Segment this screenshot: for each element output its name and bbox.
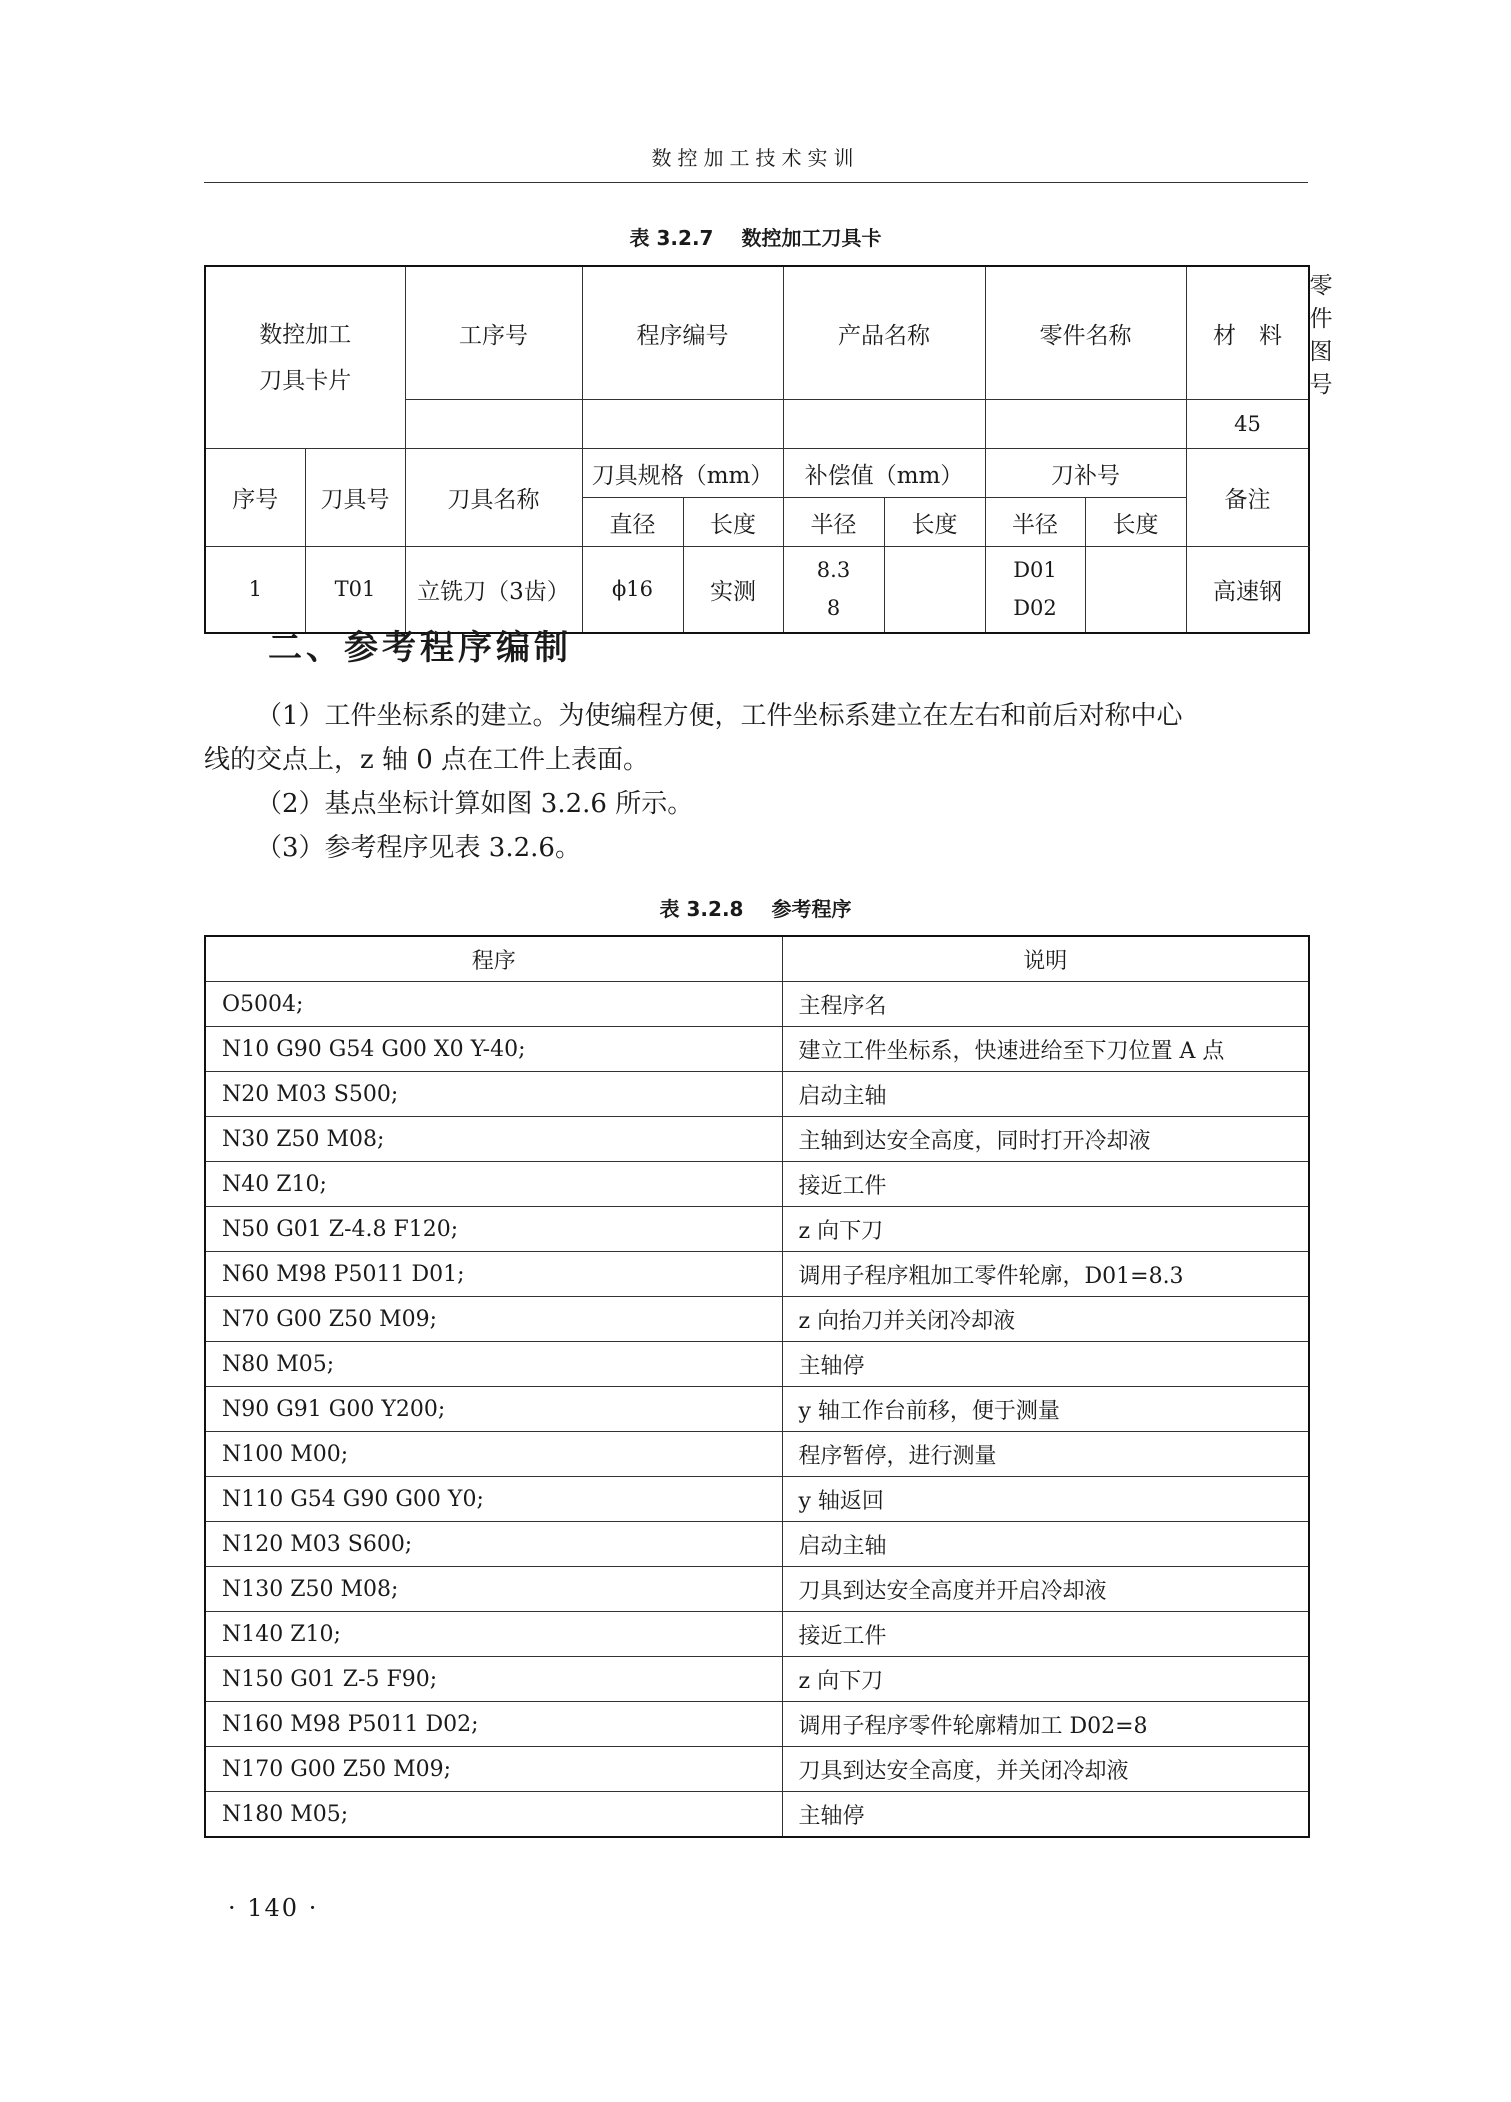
- section-title: 二、参考程序编制: [268, 628, 572, 668]
- col-header-spec: 刀具规格（mm）: [582, 449, 783, 498]
- table-row: [205, 1522, 1309, 1567]
- program-desc-cell: 刀具到达安全高度，并关闭冷却液: [782, 1747, 1309, 1792]
- table-row: [205, 1117, 1309, 1162]
- program-desc-cell: 主轴停: [782, 1342, 1309, 1387]
- table1-caption-number: 表 3.2.7: [629, 226, 714, 250]
- row-no-radius-1: D01: [1013, 558, 1057, 583]
- info-value-material: 45: [1186, 400, 1309, 449]
- program-desc-cell: 接近工件: [782, 1612, 1309, 1657]
- table-row: [205, 1567, 1309, 1612]
- program-table: [204, 935, 1310, 1838]
- tool-card-table: 数控加工 刀具卡片 工序号 程序编号 产品名称 零件名称 材 料 零件图号 45 序号 刀具号 刀具名称 刀具规格（mm） 补偿值（mm） 刀补号 备注 直径 长度 半径 长度 半径 长度 1 T01 立铣刀（3齿） ϕ16 实测 8.3 8 D01 D02 高速钢: [204, 265, 1310, 634]
- col-header-comp: 补偿值（mm）: [783, 449, 985, 498]
- info-header-material: 材 料: [1186, 266, 1309, 400]
- table-row: [205, 1027, 1309, 1072]
- row-length: 实测: [683, 547, 783, 633]
- table-row: [205, 1252, 1309, 1297]
- program-code-cell: N150 G01 Z-5 F90;: [205, 1657, 782, 1702]
- program-desc-cell: 接近工件: [782, 1162, 1309, 1207]
- paragraph-1-line1: （1）工件坐标系的建立。为使编程方便，工件坐标系建立在左右和前后对称中心: [256, 701, 1183, 731]
- program-desc-cell: z 向下刀: [782, 1657, 1309, 1702]
- card-title-line2: 刀具卡片: [259, 367, 352, 394]
- program-desc-cell: z 向抬刀并关闭冷却液: [782, 1297, 1309, 1342]
- program-code-cell: N20 M03 S500;: [205, 1072, 782, 1117]
- program-header-code: 程序: [205, 936, 782, 982]
- info-header-process-no: 工序号: [405, 266, 582, 400]
- program-desc-cell: 调用子程序零件轮廓精加工 D02=8: [782, 1702, 1309, 1747]
- row-no-radius-2: D02: [1013, 596, 1057, 621]
- program-code-cell: N180 M05;: [205, 1792, 782, 1838]
- table-row: [205, 1657, 1309, 1702]
- col-header-no-length: 长度: [1085, 498, 1186, 547]
- program-desc-cell: z 向下刀: [782, 1207, 1309, 1252]
- table1-caption-title: 数控加工刀具卡: [741, 226, 882, 250]
- table-row: [205, 1702, 1309, 1747]
- program-code-cell: N110 G54 G90 G00 Y0;: [205, 1477, 782, 1522]
- row-radius-1: 8.3: [816, 558, 851, 583]
- table-row: [205, 982, 1309, 1027]
- row-remark: 高速钢: [1186, 547, 1309, 633]
- row-tool-name: 立铣刀（3齿）: [405, 547, 582, 633]
- table2-caption-title: 参考程序: [771, 897, 852, 921]
- program-desc-cell: y 轴返回: [782, 1477, 1309, 1522]
- program-code-cell: N80 M05;: [205, 1342, 782, 1387]
- col-header-no-radius: 半径: [985, 498, 1085, 547]
- row-diameter: ϕ16: [582, 547, 683, 633]
- table-row: [205, 1792, 1309, 1838]
- program-code-cell: N120 M03 S600;: [205, 1522, 782, 1567]
- program-desc-cell: 刀具到达安全高度并开启冷却液: [782, 1567, 1309, 1612]
- info-header-program-no: 程序编号: [582, 266, 783, 400]
- program-code-cell: N40 Z10;: [205, 1162, 782, 1207]
- table-row: [205, 1342, 1309, 1387]
- program-header-desc: 说明: [782, 936, 1309, 982]
- program-code-cell: N160 M98 P5011 D02;: [205, 1702, 782, 1747]
- col-header-tool-name: 刀具名称: [405, 449, 582, 547]
- program-desc-cell: 调用子程序粗加工零件轮廓，D01=8.3: [782, 1252, 1309, 1297]
- header-rule: [204, 182, 1308, 183]
- page-number: · 140 ·: [228, 1894, 319, 1922]
- program-code-cell: N30 Z50 M08;: [205, 1117, 782, 1162]
- program-code-cell: N170 G00 Z50 M09;: [205, 1747, 782, 1792]
- program-desc-cell: y 轴工作台前移，便于测量: [782, 1387, 1309, 1432]
- program-code-cell: N60 M98 P5011 D01;: [205, 1252, 782, 1297]
- program-desc-cell: 主程序名: [782, 982, 1309, 1027]
- program-code-cell: N90 G91 G00 Y200;: [205, 1387, 782, 1432]
- row-no-radius-cell: [985, 547, 1085, 633]
- paragraph-2: （2）基点坐标计算如图 3.2.6 所示。: [256, 789, 694, 819]
- program-code-cell: N10 G90 G54 G00 X0 Y-40;: [205, 1027, 782, 1072]
- table-row: [205, 1207, 1309, 1252]
- program-code-cell: N70 G00 Z50 M09;: [205, 1297, 782, 1342]
- col-header-tool-no: 刀具号: [305, 449, 405, 547]
- col-header-length: 长度: [683, 498, 783, 547]
- row-tool-no: T01: [305, 547, 405, 633]
- col-header-radius: 半径: [783, 498, 884, 547]
- col-header-comp-length: 长度: [884, 498, 985, 547]
- table1-caption: [0, 222, 1511, 251]
- program-desc-cell: 启动主轴: [782, 1522, 1309, 1567]
- program-desc-cell: 建立工件坐标系，快速进给至下刀位置 A 点: [782, 1027, 1309, 1072]
- program-code-cell: N140 Z10;: [205, 1612, 782, 1657]
- col-header-comp-no: 刀补号: [985, 449, 1186, 498]
- table-row: [205, 1432, 1309, 1477]
- info-header-part-name: 零件名称: [985, 266, 1186, 400]
- row-index: 1: [205, 547, 305, 633]
- table2-caption-number: 表 3.2.8: [659, 897, 744, 921]
- paragraph-1-line2: 线的交点上，z 轴 0 点在工件上表面。: [204, 745, 650, 775]
- col-header-index: 序号: [205, 449, 305, 547]
- table-row: [205, 1612, 1309, 1657]
- card-title-line1: 数控加工: [259, 321, 352, 348]
- program-code-cell: O5004;: [205, 982, 782, 1027]
- program-desc-cell: 主轴停: [782, 1792, 1309, 1838]
- col-header-remark: 备注: [1186, 449, 1309, 547]
- program-desc-cell: 启动主轴: [782, 1072, 1309, 1117]
- table-row: [205, 1297, 1309, 1342]
- program-code-cell: N50 G01 Z-4.8 F120;: [205, 1207, 782, 1252]
- paragraph-3: （3）参考程序见表 3.2.6。: [256, 833, 581, 863]
- row-comp-length: [884, 547, 985, 633]
- info-value-process-no: [405, 400, 582, 449]
- info-header-product-name: 产品名称: [783, 266, 985, 400]
- table-row: [205, 1477, 1309, 1522]
- program-desc-cell: 程序暂停，进行测量: [782, 1432, 1309, 1477]
- row-radius-2: 8: [826, 596, 841, 621]
- row-no-length: [1085, 547, 1186, 633]
- table-row: [205, 1387, 1309, 1432]
- col-header-diameter: 直径: [582, 498, 683, 547]
- table-row: [205, 1162, 1309, 1207]
- info-value-product-name: [783, 400, 985, 449]
- running-head-title: 数控加工技术实训: [651, 146, 860, 170]
- table2-caption: [0, 893, 1511, 922]
- program-table-body: [205, 982, 1309, 1838]
- table-row: [205, 1747, 1309, 1792]
- program-code-cell: N100 M00;: [205, 1432, 782, 1477]
- card-title-cell: [205, 266, 405, 449]
- table-row: [205, 1072, 1309, 1117]
- program-desc-cell: 主轴到达安全高度，同时打开冷却液: [782, 1117, 1309, 1162]
- info-value-program-no: [582, 400, 783, 449]
- info-value-part-name: [985, 400, 1186, 449]
- row-radius-cell: [783, 547, 884, 633]
- program-code-cell: N130 Z50 M08;: [205, 1567, 782, 1612]
